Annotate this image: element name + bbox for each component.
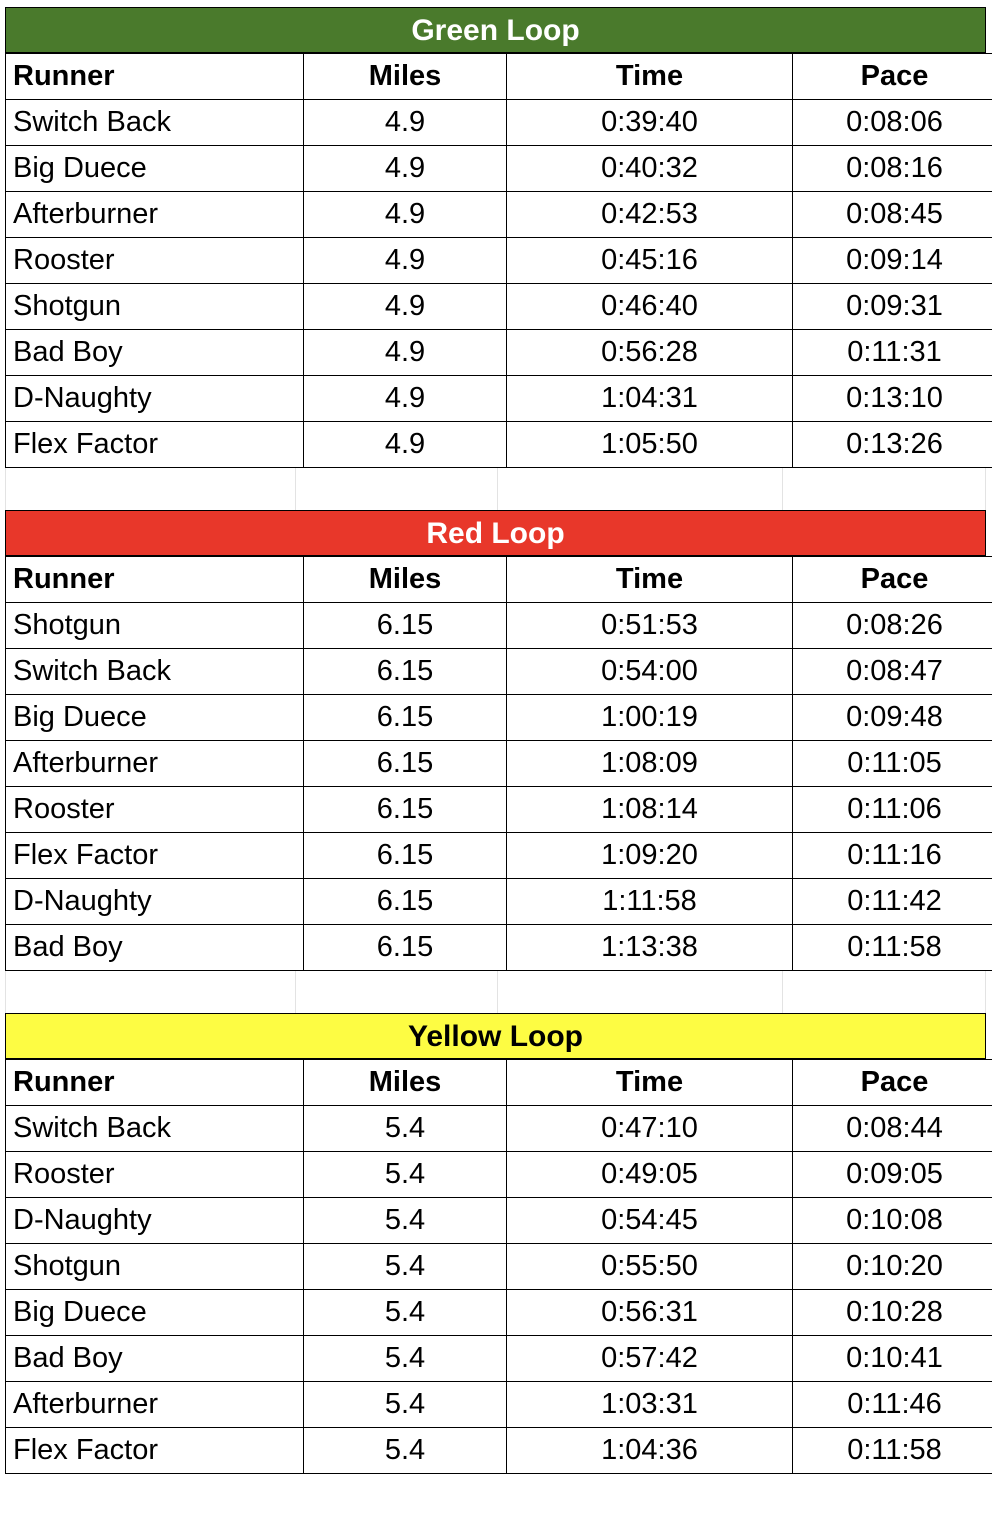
time-cell[interactable]: 1:08:09 — [507, 741, 793, 787]
runner-cell[interactable]: Flex Factor — [6, 422, 304, 468]
runner-cell[interactable]: Switch Back — [6, 100, 304, 146]
runner-cell[interactable]: D-Naughty — [6, 1198, 304, 1244]
pace-header[interactable]: Pace — [793, 557, 992, 603]
time-cell[interactable]: 0:40:32 — [507, 146, 793, 192]
runner-cell[interactable]: Bad Boy — [6, 1336, 304, 1382]
table-row — [6, 192, 992, 238]
runner-cell[interactable]: Bad Boy — [6, 330, 304, 376]
table-row — [6, 741, 992, 787]
runner-cell[interactable]: Afterburner — [6, 1382, 304, 1428]
yellow-loop-section — [5, 1013, 986, 1474]
miles-cell[interactable]: 4.9 — [304, 422, 507, 468]
runner-cell[interactable]: Switch Back — [6, 649, 304, 695]
runner-header[interactable]: Runner — [6, 557, 304, 603]
miles-cell[interactable]: 6.15 — [304, 925, 507, 971]
table-row — [6, 146, 992, 192]
miles-cell[interactable]: 6.15 — [304, 695, 507, 741]
table-row — [6, 1428, 992, 1474]
runner-cell[interactable]: Afterburner — [6, 192, 304, 238]
pace-cell[interactable]: 0:08:45 — [793, 192, 992, 238]
miles-cell[interactable]: 5.4 — [304, 1290, 507, 1336]
miles-cell[interactable]: 4.9 — [304, 192, 507, 238]
miles-cell[interactable]: 6.15 — [304, 879, 507, 925]
miles-cell[interactable]: 5.4 — [304, 1428, 507, 1474]
pace-cell[interactable]: 0:09:31 — [793, 284, 992, 330]
pace-cell[interactable]: 0:10:08 — [793, 1198, 992, 1244]
pace-cell[interactable]: 0:13:26 — [793, 422, 992, 468]
time-cell[interactable]: 0:45:16 — [507, 238, 793, 284]
table-row — [6, 879, 992, 925]
runner-cell[interactable]: D-Naughty — [6, 879, 304, 925]
pace-cell[interactable]: 0:09:14 — [793, 238, 992, 284]
table-row — [6, 787, 992, 833]
pace-cell[interactable]: 0:11:42 — [793, 879, 992, 925]
red-loop-title[interactable]: Red Loop — [5, 510, 986, 556]
pace-cell[interactable]: 0:08:44 — [793, 1106, 992, 1152]
red-loop-rows — [6, 603, 992, 971]
miles-cell[interactable]: 5.4 — [304, 1106, 507, 1152]
miles-cell[interactable]: 6.15 — [304, 741, 507, 787]
miles-cell[interactable]: 5.4 — [304, 1198, 507, 1244]
runner-cell[interactable]: Shotgun — [6, 603, 304, 649]
runner-cell[interactable]: Big Duece — [6, 695, 304, 741]
table-row — [6, 1336, 992, 1382]
spacer-row — [0, 971, 992, 1013]
table-row — [6, 330, 992, 376]
time-header[interactable]: Time — [507, 557, 793, 603]
time-cell[interactable]: 1:00:19 — [507, 695, 793, 741]
runner-cell[interactable]: Flex Factor — [6, 833, 304, 879]
spacer-row — [0, 468, 992, 510]
runner-header[interactable]: Runner — [6, 54, 304, 100]
runner-cell[interactable]: Rooster — [6, 787, 304, 833]
miles-cell[interactable]: 4.9 — [304, 284, 507, 330]
pace-header[interactable]: Pace — [793, 1060, 992, 1106]
table-row — [6, 1382, 992, 1428]
pace-cell[interactable]: 0:11:06 — [793, 787, 992, 833]
pace-cell[interactable]: 0:11:05 — [793, 741, 992, 787]
miles-cell[interactable]: 6.15 — [304, 603, 507, 649]
runner-cell[interactable]: Big Duece — [6, 1290, 304, 1336]
pace-cell[interactable]: 0:10:41 — [793, 1336, 992, 1382]
table-row — [6, 1244, 992, 1290]
miles-cell[interactable]: 6.15 — [304, 787, 507, 833]
pace-cell[interactable]: 0:08:16 — [793, 146, 992, 192]
table-row — [6, 100, 992, 146]
runner-header[interactable]: Runner — [6, 1060, 304, 1106]
time-cell[interactable]: 0:55:50 — [507, 1244, 793, 1290]
yellow-loop-rows — [6, 1106, 992, 1474]
time-cell[interactable]: 1:09:20 — [507, 833, 793, 879]
runner-cell[interactable]: Rooster — [6, 238, 304, 284]
table-row — [6, 1198, 992, 1244]
time-cell[interactable]: 0:51:53 — [507, 603, 793, 649]
time-cell[interactable]: 1:11:58 — [507, 879, 793, 925]
time-header[interactable]: Time — [507, 54, 793, 100]
miles-cell[interactable]: 6.15 — [304, 833, 507, 879]
time-header[interactable]: Time — [507, 1060, 793, 1106]
miles-cell[interactable]: 6.15 — [304, 649, 507, 695]
table-row — [6, 925, 992, 971]
miles-cell[interactable]: 4.9 — [304, 146, 507, 192]
runner-cell[interactable]: Switch Back — [6, 1106, 304, 1152]
header-row — [6, 557, 992, 603]
pace-header[interactable]: Pace — [793, 54, 992, 100]
time-cell[interactable]: 0:56:31 — [507, 1290, 793, 1336]
time-cell[interactable]: 0:39:40 — [507, 100, 793, 146]
pace-cell[interactable]: 0:11:58 — [793, 1428, 992, 1474]
pace-cell[interactable]: 0:08:47 — [793, 649, 992, 695]
miles-header[interactable]: Miles — [304, 54, 507, 100]
pace-cell[interactable]: 0:10:28 — [793, 1290, 992, 1336]
miles-cell[interactable]: 4.9 — [304, 330, 507, 376]
pace-cell[interactable]: 0:11:46 — [793, 1382, 992, 1428]
time-cell[interactable]: 0:42:53 — [507, 192, 793, 238]
pace-cell[interactable]: 0:10:20 — [793, 1244, 992, 1290]
runner-cell[interactable]: Big Duece — [6, 146, 304, 192]
table-row — [6, 1106, 992, 1152]
green-loop-title[interactable]: Green Loop — [5, 7, 986, 53]
green-loop-rows — [6, 100, 992, 468]
green-loop-table — [5, 53, 992, 468]
pace-cell[interactable]: 0:09:05 — [793, 1152, 992, 1198]
miles-header[interactable]: Miles — [304, 557, 507, 603]
time-cell[interactable]: 0:56:28 — [507, 330, 793, 376]
time-cell[interactable]: 0:46:40 — [507, 284, 793, 330]
miles-cell[interactable]: 4.9 — [304, 100, 507, 146]
yellow-loop-title[interactable]: Yellow Loop — [5, 1013, 986, 1059]
table-row — [6, 1290, 992, 1336]
runner-cell[interactable]: Flex Factor — [6, 1428, 304, 1474]
pace-cell[interactable]: 0:11:31 — [793, 330, 992, 376]
table-row — [6, 284, 992, 330]
miles-cell[interactable]: 5.4 — [304, 1244, 507, 1290]
time-cell[interactable]: 1:03:31 — [507, 1382, 793, 1428]
time-cell[interactable]: 1:05:50 — [507, 422, 793, 468]
runner-cell[interactable]: Rooster — [6, 1152, 304, 1198]
pace-cell[interactable]: 0:08:06 — [793, 100, 992, 146]
miles-header[interactable]: Miles — [304, 1060, 507, 1106]
pace-cell[interactable]: 0:09:48 — [793, 695, 992, 741]
runner-cell[interactable]: Shotgun — [6, 1244, 304, 1290]
table-row — [6, 376, 992, 422]
table-row — [6, 1152, 992, 1198]
runner-cell[interactable]: D-Naughty — [6, 376, 304, 422]
time-cell[interactable]: 0:47:10 — [507, 1106, 793, 1152]
time-cell[interactable]: 1:04:31 — [507, 376, 793, 422]
red-loop-table — [5, 556, 992, 971]
time-cell[interactable]: 0:54:00 — [507, 649, 793, 695]
red-loop-section — [5, 510, 986, 971]
table-row — [6, 238, 992, 284]
time-cell[interactable]: 0:54:45 — [507, 1198, 793, 1244]
header-row — [6, 1060, 992, 1106]
table-row — [6, 422, 992, 468]
table-row — [6, 603, 992, 649]
time-cell[interactable]: 0:49:05 — [507, 1152, 793, 1198]
table-row — [6, 649, 992, 695]
miles-cell[interactable]: 5.4 — [304, 1336, 507, 1382]
time-cell[interactable]: 0:57:42 — [507, 1336, 793, 1382]
time-cell[interactable]: 1:13:38 — [507, 925, 793, 971]
pace-cell[interactable]: 0:08:26 — [793, 603, 992, 649]
pace-cell[interactable]: 0:11:58 — [793, 925, 992, 971]
time-cell[interactable]: 1:04:36 — [507, 1428, 793, 1474]
table-row — [6, 833, 992, 879]
pace-cell[interactable]: 0:13:10 — [793, 376, 992, 422]
miles-cell[interactable]: 5.4 — [304, 1382, 507, 1428]
yellow-loop-table — [5, 1059, 992, 1474]
time-cell[interactable]: 1:08:14 — [507, 787, 793, 833]
miles-cell[interactable]: 5.4 — [304, 1152, 507, 1198]
green-loop-section — [5, 7, 986, 468]
table-row — [6, 695, 992, 741]
runner-cell[interactable]: Shotgun — [6, 284, 304, 330]
pace-cell[interactable]: 0:11:16 — [793, 833, 992, 879]
miles-cell[interactable]: 4.9 — [304, 238, 507, 284]
runner-cell[interactable]: Afterburner — [6, 741, 304, 787]
runner-cell[interactable]: Bad Boy — [6, 925, 304, 971]
miles-cell[interactable]: 4.9 — [304, 376, 507, 422]
header-row — [6, 54, 992, 100]
